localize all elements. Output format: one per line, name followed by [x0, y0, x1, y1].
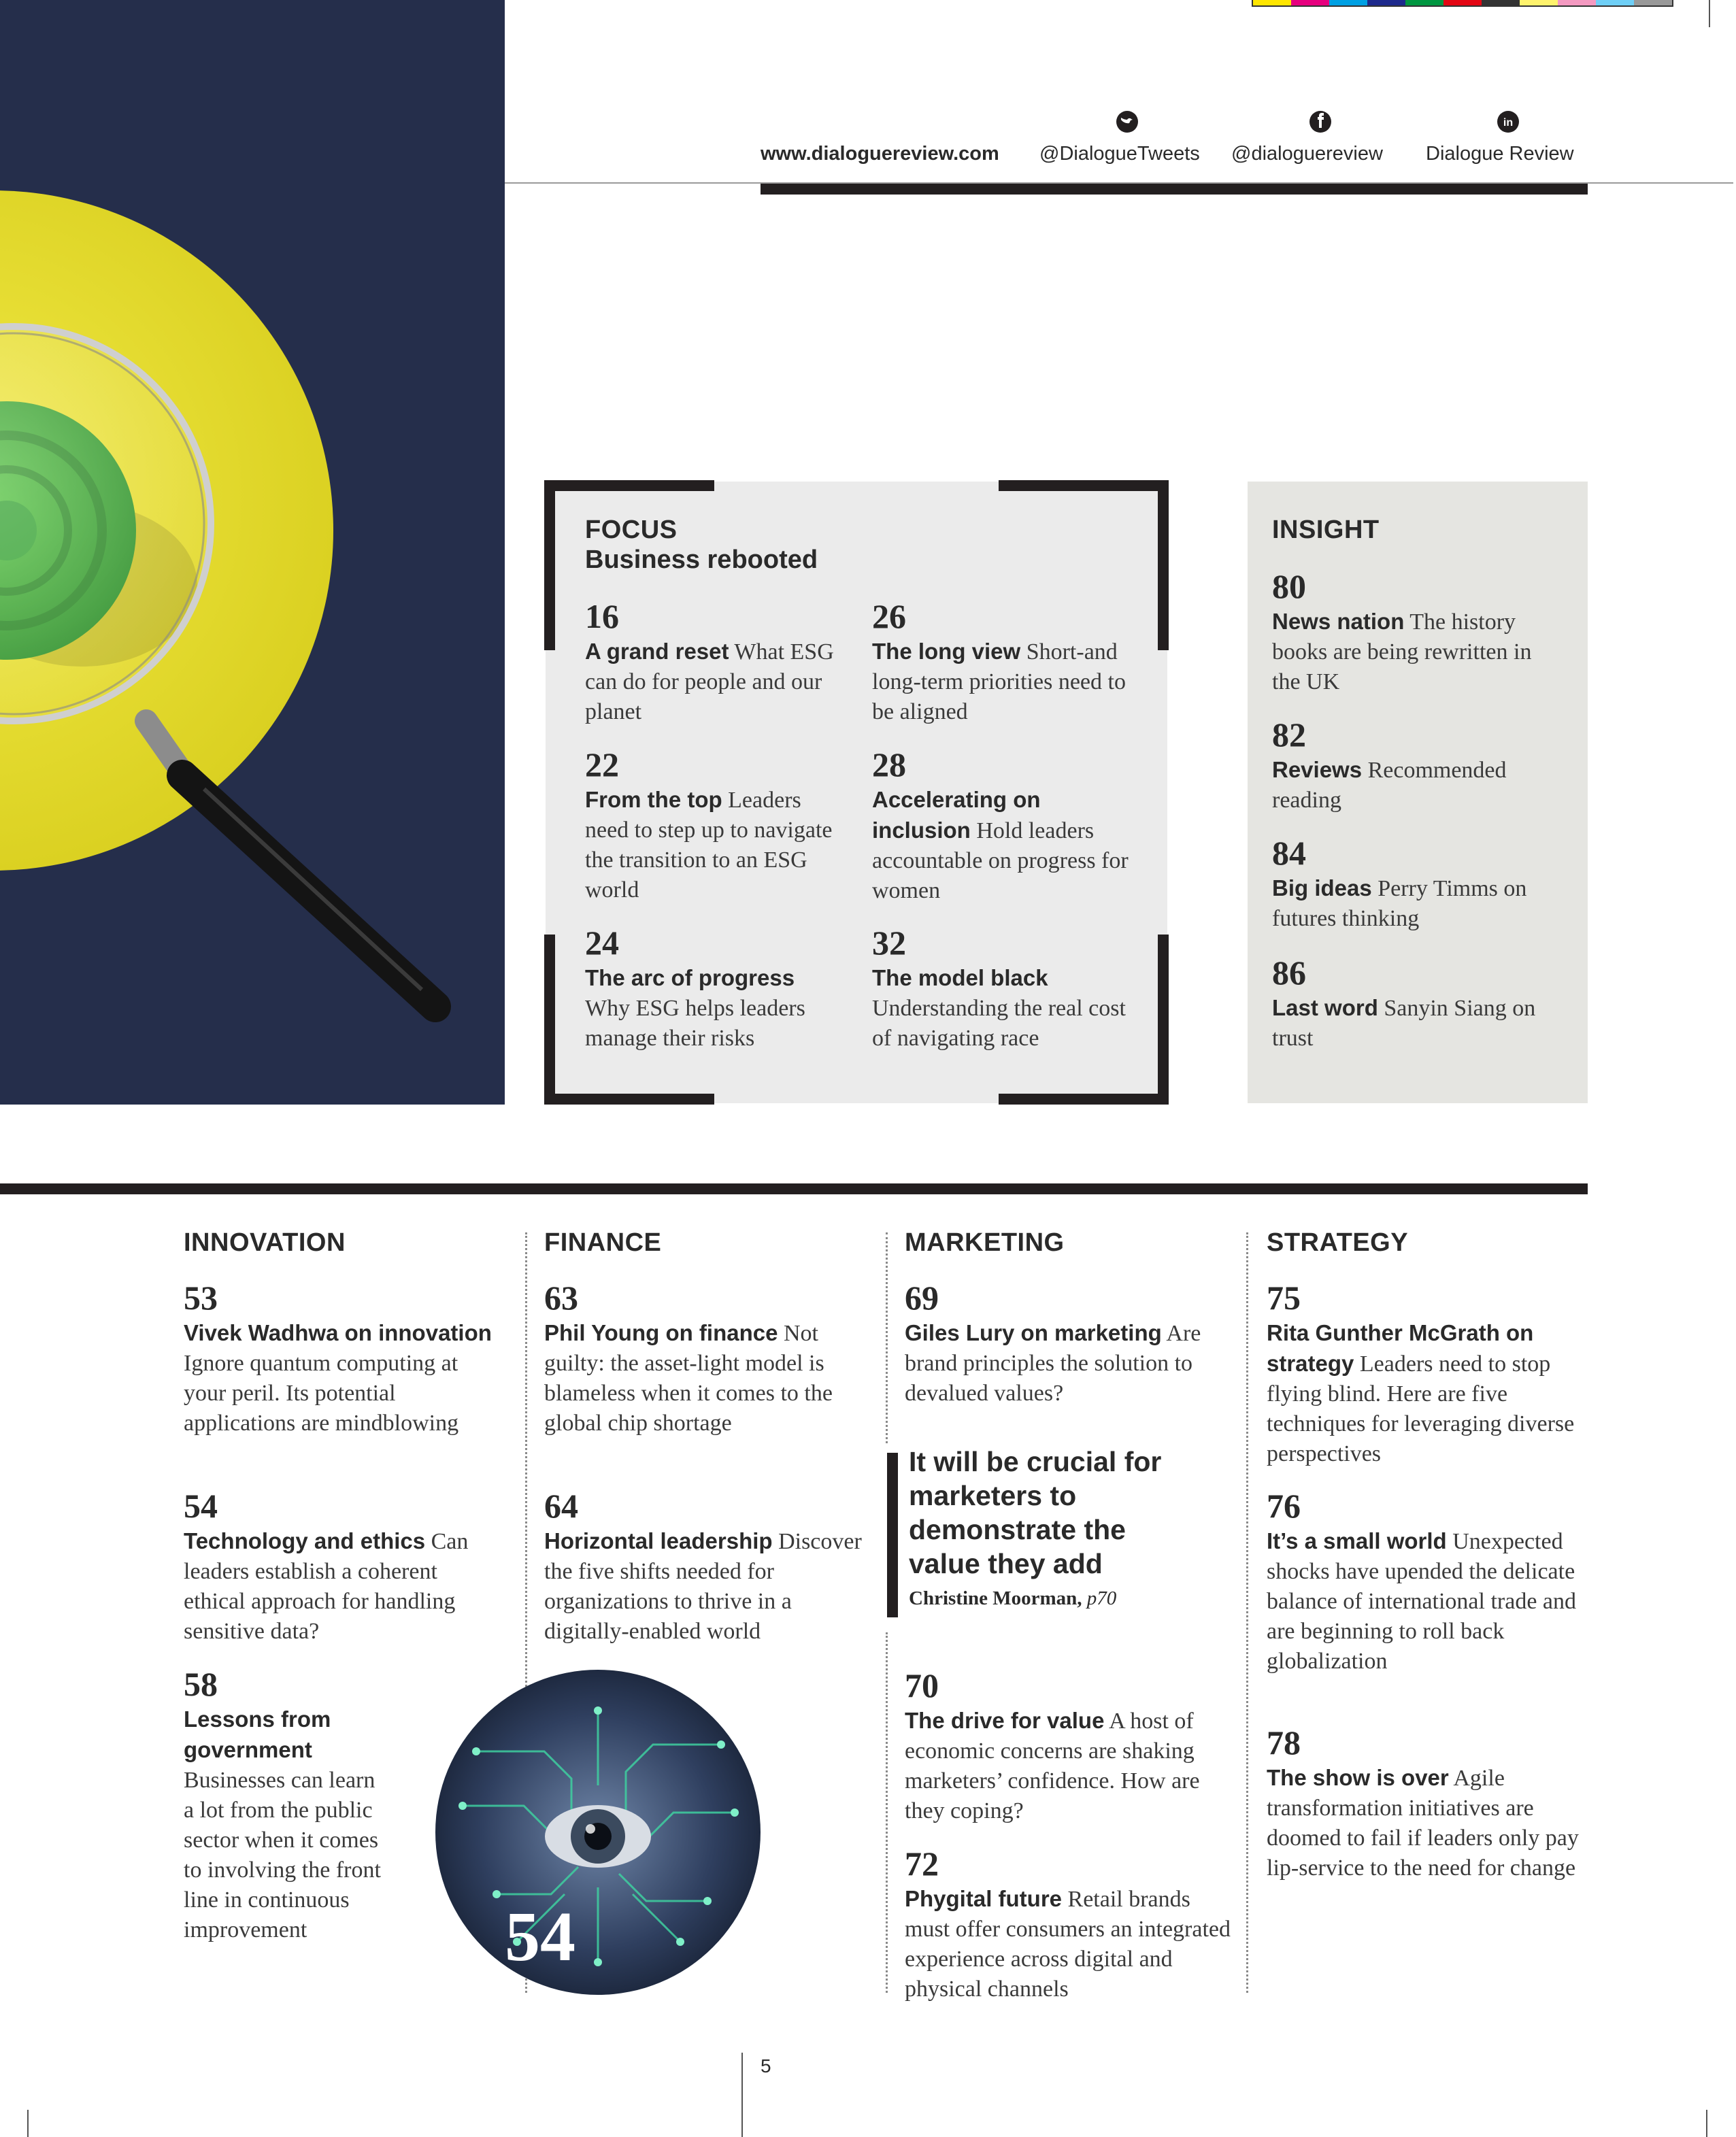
innovation-entry[interactable]: [184, 1280, 503, 1438]
crop-mark: [1706, 2110, 1707, 2137]
entry-description: Unexpected shocks have upended the delicate balance of international trade and are beginning to roll back globalization: [1267, 1529, 1576, 1674]
bracket-br-h: [999, 1094, 1169, 1105]
focus-subtitle: Business rebooted: [585, 545, 818, 574]
entry-headline: The arc of progress: [585, 965, 795, 990]
svg-text:in: in: [1503, 117, 1514, 129]
linkedin-icon[interactable]: [1495, 110, 1521, 136]
entry-description: Leaders need to stop flying blind. Here are five techniques for leveraging diverse perspectives: [1267, 1351, 1575, 1466]
insight-entry[interactable]: [1272, 569, 1565, 697]
pull-quote-attribution: [909, 1587, 1116, 1610]
column-divider: [1246, 1232, 1248, 1993]
linkedin-handle[interactable]: Dialogue Review: [1426, 143, 1574, 165]
entry-description: Perry Timms on futures thinking: [1272, 876, 1527, 931]
entry-headline: The drive for value: [905, 1708, 1105, 1733]
feature-image-label: 54: [505, 1898, 575, 1976]
marketing-entry[interactable]: [905, 1846, 1231, 2004]
page-number: 70: [905, 1666, 939, 1704]
page-number: 16: [585, 597, 619, 635]
page-number: 86: [1272, 954, 1306, 992]
circuit-eye-image[interactable]: [435, 1670, 761, 1995]
header-bar: [761, 184, 1588, 195]
entry-description: Are brand principles the solution to devalued values?: [905, 1321, 1201, 1406]
entry-headline: Big ideas: [1272, 875, 1372, 901]
focus-entry[interactable]: [585, 925, 844, 1054]
finance-entry[interactable]: [544, 1280, 871, 1438]
page-number: 53: [184, 1279, 218, 1317]
finance-entry[interactable]: [544, 1488, 871, 1647]
pull-quote: It will be crucial for marketers to demonstrate the value they add: [909, 1446, 1162, 1579]
entry-description: Can leaders establish a coherent ethical approach for handling sensitive data?: [184, 1529, 469, 1644]
page-number: 64: [544, 1487, 578, 1525]
footer-rule: [741, 2053, 743, 2137]
innovation-label: INNOVATION: [184, 1228, 346, 1257]
entry-headline: From the top: [585, 787, 722, 812]
pull-quote-bar: [887, 1453, 898, 1617]
entry-headline: Reviews: [1272, 757, 1363, 782]
strategy-entry[interactable]: [1267, 1280, 1593, 1469]
entry-description: Retail brands must offer consumers an integrated experience across digital and physical channels: [905, 1887, 1231, 2002]
magnifying-glass-illustration: [0, 0, 505, 1105]
hero-illustration: [0, 0, 505, 1105]
page-number: 84: [1272, 834, 1306, 872]
page-number: 76: [1267, 1487, 1301, 1525]
entry-description: Ignore quantum computing at your peril. Its potential applications are mindblowing: [184, 1351, 459, 1436]
bracket-tl-v: [544, 480, 555, 650]
color-bar: [1252, 0, 1673, 7]
bracket-tl-h: [544, 480, 714, 491]
bracket-bl-v: [544, 935, 555, 1105]
twitter-handle[interactable]: @DialogueTweets: [1039, 143, 1200, 165]
insight-entry[interactable]: [1272, 717, 1565, 815]
strategy-label: STRATEGY: [1267, 1228, 1409, 1257]
page-number: 28: [872, 745, 906, 784]
entry-description: Discover the five shifts needed for organizations to thrive in a digitally-enabled world: [544, 1529, 862, 1644]
insight-label: INSIGHT: [1272, 516, 1380, 544]
entry-description: The history books are being rewritten in the UK: [1272, 609, 1532, 694]
bracket-bl-h: [544, 1094, 714, 1105]
entry-description: Why ESG helps leaders manage their risks: [585, 996, 805, 1051]
facebook-icon[interactable]: [1307, 110, 1333, 136]
entry-description: Understanding the real cost of navigating race: [872, 996, 1126, 1051]
entry-headline: Last word: [1272, 995, 1378, 1020]
entry-description: Sanyin Siang on trust: [1272, 996, 1536, 1051]
entry-headline: Technology and ethics: [184, 1528, 426, 1553]
focus-entry[interactable]: [872, 599, 1131, 727]
marketing-entry[interactable]: [905, 1280, 1231, 1409]
page-number: 22: [585, 745, 619, 784]
page-number: 75: [1267, 1279, 1301, 1317]
entry-headline: Phygital future: [905, 1886, 1063, 1911]
page-number: 32: [872, 924, 906, 962]
marketing-label: MARKETING: [905, 1228, 1065, 1257]
entry-headline: The show is over: [1267, 1765, 1449, 1790]
crop-mark: [27, 2110, 29, 2137]
entry-description: Leaders need to step up to navigate the transition to an ESG world: [585, 788, 833, 903]
quote-author: Christine Moorman,: [909, 1587, 1082, 1609]
entry-headline: Horizontal leadership: [544, 1528, 773, 1553]
innovation-entry[interactable]: [184, 1666, 381, 1945]
finance-label: FINANCE: [544, 1228, 662, 1257]
entry-headline: Vivek Wadhwa on innovation: [184, 1320, 492, 1345]
column-divider: [886, 1632, 888, 1993]
entry-description: Hold leaders accountable on progress for women: [872, 818, 1129, 903]
page-number: 80: [1272, 567, 1306, 605]
bracket-tr-v: [1158, 480, 1169, 650]
entry-headline: It’s a small world: [1267, 1528, 1447, 1553]
entry-headline: News nation: [1272, 609, 1405, 634]
entry-description: Not guilty: the asset-light model is blameless when it comes to the global chip shortage: [544, 1321, 833, 1436]
page-number: 54: [184, 1487, 218, 1525]
column-divider: [886, 1232, 888, 1443]
focus-entry[interactable]: [872, 925, 1131, 1054]
focus-entry[interactable]: [872, 747, 1131, 906]
entry-headline: Accelerating on inclusion: [872, 787, 1041, 843]
circuit-eye-illustration: [435, 1670, 761, 1995]
entry-headline: Lessons from government: [184, 1706, 331, 1762]
focus-entry[interactable]: [585, 599, 844, 727]
entry-description: Businesses can learn a lot from the public sector when it comes to involving the front line in continuous improvement: [184, 1768, 381, 1942]
insight-entry[interactable]: [1272, 835, 1565, 934]
quote-page: p70: [1086, 1587, 1117, 1609]
entry-description: A host of economic concerns are shaking marketers’ confidence. How are they coping?: [905, 1709, 1200, 1823]
facebook-handle[interactable]: @dialoguereview: [1231, 143, 1383, 165]
section-divider-bar: [0, 1183, 1588, 1194]
insight-entry[interactable]: [1272, 955, 1565, 1054]
entry-headline: A grand reset: [585, 639, 729, 664]
page-number: 82: [1272, 716, 1306, 754]
page-number: 63: [544, 1279, 578, 1317]
entry-description: Recommended reading: [1272, 758, 1507, 813]
bracket-tr-h: [999, 480, 1169, 491]
entry-description: Agile transformation initiatives are doomed to fail if leaders only pay lip-service to the need for change: [1267, 1766, 1579, 1881]
bracket-br-v: [1158, 935, 1169, 1105]
entry-headline: Phil Young on finance: [544, 1320, 778, 1345]
page-number: 26: [872, 597, 906, 635]
crop-mark: [1709, 0, 1710, 27]
entry-headline: The model black: [872, 965, 1048, 990]
entry-headline: The long view: [872, 639, 1021, 664]
focus-label: FOCUS: [585, 516, 678, 544]
page-number: 72: [905, 1845, 939, 1883]
folio: 5: [761, 2055, 771, 2076]
strategy-entry[interactable]: [1267, 1725, 1593, 1883]
page-number: 24: [585, 924, 619, 962]
marketing-entry[interactable]: [905, 1668, 1231, 1826]
innovation-entry[interactable]: [184, 1488, 503, 1647]
focus-entry[interactable]: [585, 747, 844, 905]
twitter-icon[interactable]: [1114, 110, 1140, 136]
entry-description: What ESG can do for people and our planet: [585, 639, 834, 724]
entry-headline: Giles Lury on marketing: [905, 1320, 1162, 1345]
entry-description: Short-and long-term priorities need to be aligned: [872, 639, 1126, 724]
page-number: 78: [1267, 1723, 1301, 1762]
strategy-entry[interactable]: [1267, 1488, 1593, 1677]
page-number: 69: [905, 1279, 939, 1317]
entry-headline: Rita Gunther McGrath on strategy: [1267, 1320, 1534, 1376]
page-number: 58: [184, 1665, 218, 1703]
website-link[interactable]: www.dialoguereview.com: [761, 143, 999, 165]
